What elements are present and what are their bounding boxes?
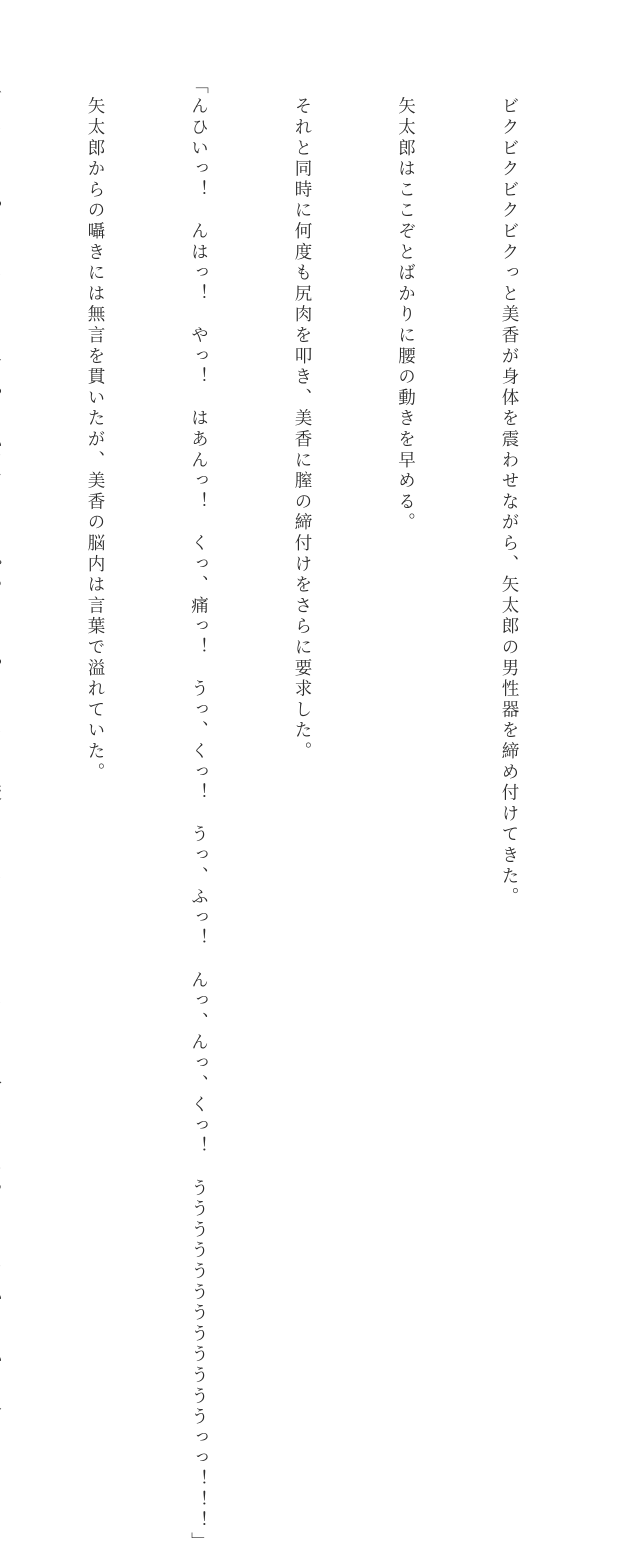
text-line: 「んひいっ！ んはっ！ やっ！ はあんっ！ くっ、痛っ！ うっ、くっ！ うっ、ふっ！ んっ、んっ、くっ！ ううううううううううううっっ！！！」 — [188, 76, 209, 1553]
text-line: 矢太郎はここぞとばかりに腰の動きを早める。 — [395, 76, 416, 534]
text-line: 矢太郎からの囁きには無言を貫いたが、美香の脳内は言葉で溢れていた。 — [85, 76, 105, 784]
text-line: それと同時に何度も尻肉を叩き、美香に膣の締付けをさらに要求した。 — [292, 76, 312, 763]
text-line: ビクビクビクビクっと美香が身体を震わせながら、矢太郎の男性器を締め付けてきた。 — [499, 76, 519, 908]
text-line — [0, 76, 9, 956]
vertical-text-body — [0, 76, 595, 1553]
